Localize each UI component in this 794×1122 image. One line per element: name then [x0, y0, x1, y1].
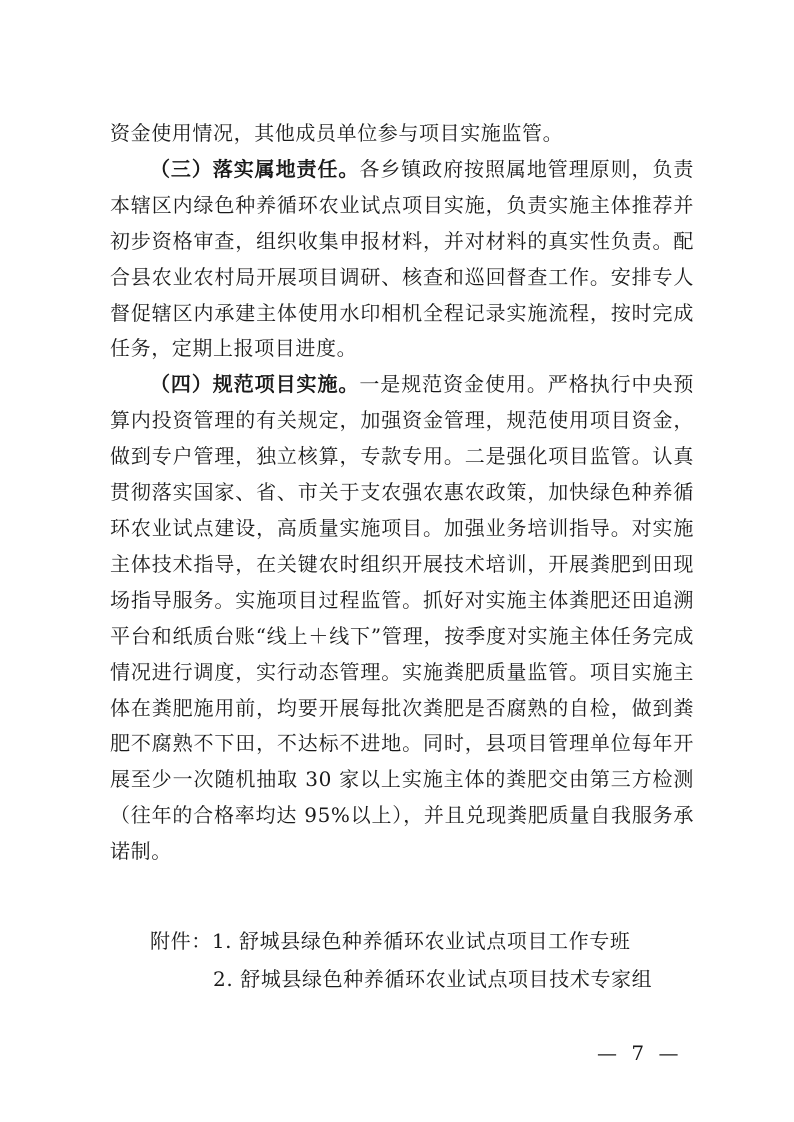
attachment-2-text: 2. 舒城县绿色种养循环农业试点项目技术专家组: [213, 967, 653, 991]
section-3-heading: （三）落实属地责任。: [150, 156, 360, 181]
attachments-label: 附件：: [150, 929, 212, 953]
attachment-item-1: [150, 922, 652, 960]
body-text: [110, 116, 694, 870]
section-4-heading: （四）规范项目实施。: [150, 372, 360, 397]
paragraph-continuation: 资金使用情况，其他成员单位参与项目实施监管。: [110, 121, 564, 145]
attachment-1-text: 1. 舒城县绿色种养循环农业试点项目工作专班: [211, 929, 631, 953]
page-number: — 7 —: [597, 1041, 683, 1065]
section-3-body: 各乡镇政府按照属地管理原则，负责本辖区内绿色种养循环农业试点项目实施，负责实施主体推荐并初步资格审查，组织收集申报材料，并对材料的真实性负责。配合县农业农村局开展项目调研、核查和巡回督查工作。安排专人督促辖区内承建主体使用水印相机全程记录实施流程，按时完成任务，定期上报项目进度。: [110, 156, 694, 361]
attachment-item-2: [150, 960, 652, 998]
section-4-body: 一是规范资金使用。严格执行中央预算内投资管理的有关规定，加强资金管理，规范使用项目资金，做到专户管理，独立核算，专款专用。二是强化项目监管。认真贯彻落实国家、省、市关于支农强农惠农政策，加快绿色种养循环农业试点建设，高质量实施项目。加强业务培训指导。对实施主体技术指导，在关键农时组织开展技术培训，开展粪肥到田现场指导服务。实施项目过程监管。抓好对实施主体粪肥还田追溯平台和纸质台账“线上＋线下”管理，按季度对实施主体任务完成情况进行调度，实行动态管理。实施粪肥质量监管。项目实施主体在粪肥施用前，均要开展每批次粪肥是否腐熟的自检，做到粪肥不腐熟不下田，不达标不进地。同时，县项目管理单位每年开展至少一次随机抽取 30 家以上实施主体的粪肥交由第三方检测（往年的合格率均达 95%以上），并且兑现粪肥质量自我服务承诺制。: [110, 372, 694, 864]
paragraph-section-4: [110, 367, 694, 870]
paragraph-section-3: [110, 152, 694, 367]
attachments-list: [150, 922, 652, 998]
